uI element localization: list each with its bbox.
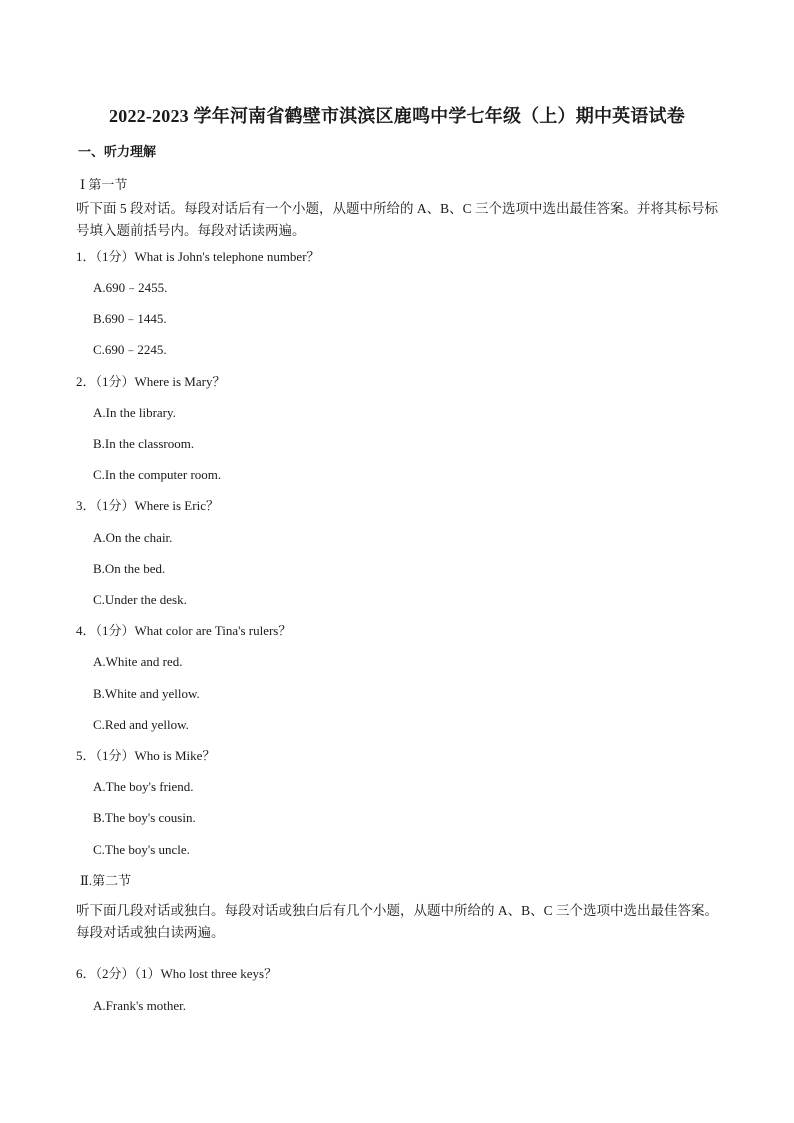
- question-3-stem: 3．（1分）Where is Eric？: [76, 498, 219, 513]
- question-6-stem: 6．（2分）（1）Who lost three keys？: [76, 966, 278, 981]
- question-1-option-a: A.690﹣2455.: [93, 280, 168, 295]
- question-1-option-b: B.690﹣1445.: [93, 311, 167, 326]
- question-5-stem: 5．（1分）Who is Mike？: [76, 748, 216, 763]
- question-2-stem: 2．（1分）Where is Mary？: [76, 374, 226, 389]
- page-title: 2022-2023 学年河南省鹤壁市淇滨区鹿鸣中学七年级（上）期中英语试卷: [109, 106, 685, 126]
- question-2-option-a: A.In the library.: [93, 405, 176, 420]
- question-4-option-a: A.White and red.: [93, 654, 183, 669]
- question-4-option-b: B.White and yellow.: [93, 686, 200, 701]
- question-4-option-c: C.Red and yellow.: [93, 717, 189, 732]
- question-1-option-c: C.690﹣2245.: [93, 342, 167, 357]
- question-2-option-b: B.In the classroom.: [93, 436, 195, 451]
- part2-instruction: 听下面几段对话或独白。每段对话或独白后有几个小题，从题中所给的 A、B、C 三个选项中选出最佳答案。每段对话或独白读两遍。: [76, 903, 719, 940]
- question-3-option-a: A.On the chair.: [93, 530, 173, 545]
- question-3-option-b: B.On the bed.: [93, 561, 166, 576]
- question-5-option-a: A.The boy's friend.: [93, 779, 194, 794]
- question-1-stem: 1．（1分）What is John's telephone number？: [76, 249, 320, 264]
- question-5-option-c: C.The boy's uncle.: [93, 842, 190, 857]
- question-3-option-c: C.Under the desk.: [93, 592, 187, 607]
- section-heading-listening: 一、听力理解: [78, 145, 157, 160]
- question-5-option-b: B.The boy's cousin.: [93, 810, 196, 825]
- part1-instruction: 听下面 5 段对话。每段对话后有一个小题，从题中所给的 A、B、C 三个选项中选出最佳答案。并将其标号标号填入题前括号内。每段对话读两遍。: [76, 201, 719, 238]
- part1-label: Ⅰ 第一节: [80, 177, 128, 192]
- question-6-option-a: A.Frank's mother.: [93, 998, 186, 1013]
- part2-label: Ⅱ.第二节: [80, 873, 132, 888]
- question-2-option-c: C.In the computer room.: [93, 467, 222, 482]
- question-4-stem: 4．（1分）What color are Tina's rulers？: [76, 623, 292, 638]
